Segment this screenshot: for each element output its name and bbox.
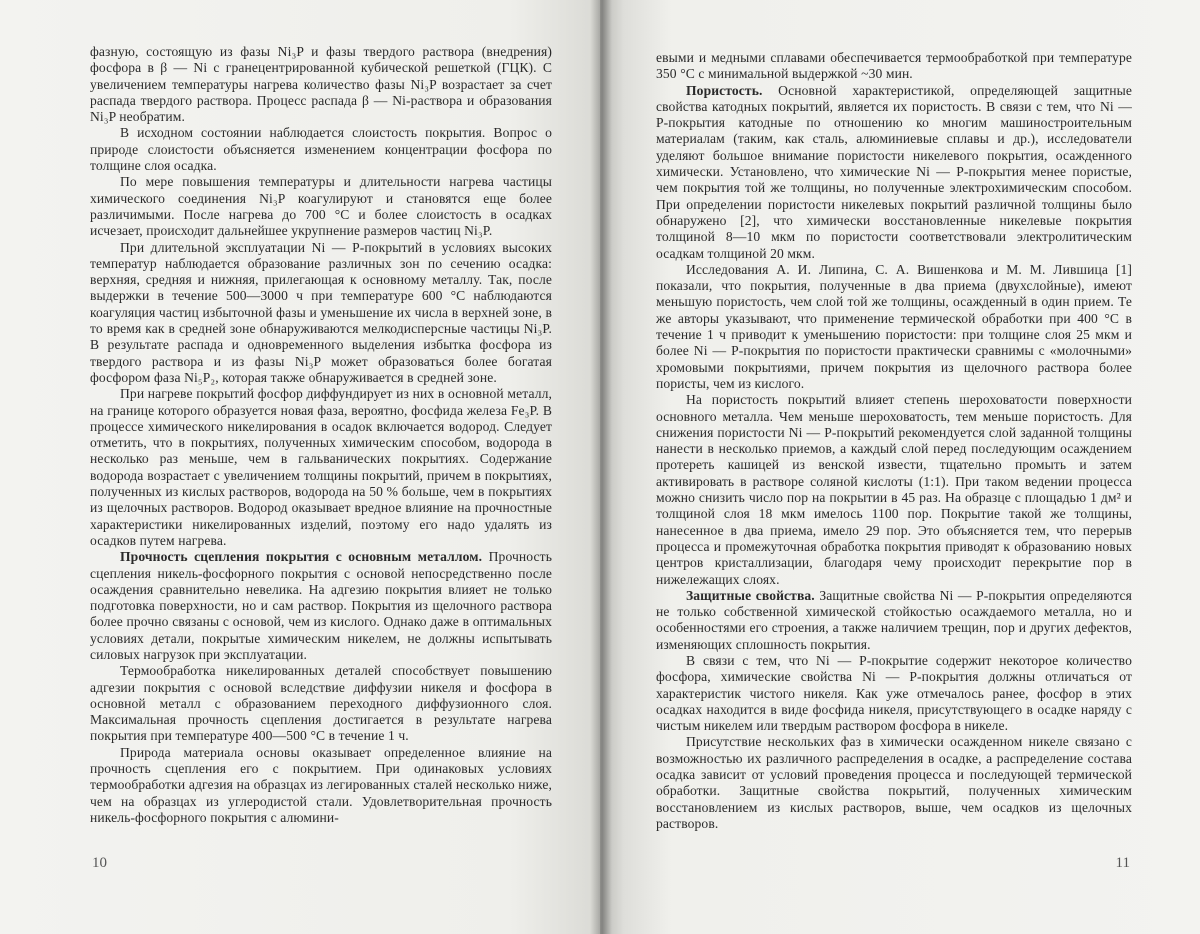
page-number: 11 bbox=[1115, 855, 1130, 871]
paragraph: По мере повышения температуры и длительности нагрева частицы химического соединения Ni₃P коагулируют и становятся еще более различимыми. После нагрева до 700 °С и более слоистость в осадках исчезает, происходит дальнейшее укрупнение размеров частиц Ni₃P. bbox=[90, 174, 552, 239]
paragraph-body: Прочность сцепления никель-фосфорного покрытия с основой непосредственно после осаждения сравнительно невелика. На адгезию покрытия влияет не только подготовка поверхности, но и сам раствор. Покрытия из щелочного раствора более прочно связаны с основой, чем из кислого. Однако даже в оптимальных условиях детали, покрытые химическим никелем, не должны испытывать силовых нагрузок при эксплуатации. bbox=[90, 549, 553, 662]
left-page-text bbox=[90, 44, 552, 826]
paragraph: фазную, состоящую из фазы Ni₃P и фазы твердого раствора (внедрения) фосфора в β — Ni с гранецентрированной кубической решеткой (ГЦК). С увеличением температуры нагрева количество фазы Ni₃P возрастает за счет распада твердого раствора. Процесс распада β — Ni-раствора и образования Ni₃P необратим. bbox=[90, 44, 552, 125]
paragraph-porosity bbox=[656, 83, 1132, 262]
paragraph: евыми и медными сплавами обеспечивается термообработкой при температуре 350 °С с минимальной выдержкой ~30 мин. bbox=[656, 50, 1132, 82]
paragraph: В исходном состоянии наблюдается слоистость покрытия. Вопрос о природе слоистости объясняется изменением концентрации фосфора по толщине слоя осадка. bbox=[90, 125, 552, 174]
paragraph-body: Основной характеристикой, определяющей защитные свойства катодных покрытий, является их пористость. В связи с тем, что Ni — P-покрытия катодные по отношению ко многим машиностроительным материалам (таким, как сталь, алюминиевые сплавы и др.), исследователи уделяют большое внимание пористости никелевого покрытия, осажденного химически. Установлено, что химические Ni — P-покрытия менее пористые, чем покрытия той же толщины, но полученные электрохимическим способом. При определении пористости никелевых покрытий различной толщины было обнаружено [2], что химически восстановленные никелевые покрытия толщиной 8—10 мкм по пористости соответствовали электролитическим осадкам толщиной 20 мкм. bbox=[656, 82, 1132, 261]
paragraph-protective bbox=[656, 588, 1132, 653]
paragraph: Природа материала основы оказывает определенное влияние на прочность сцепления его с покрытием. При одинаковых условиях термообработки адгезия на образцах из легированных сталей несколько ниже, чем на образцах из углеродистой стали. Удовлетворительная прочность никель-фосфорного покрытия с алюмини- bbox=[90, 744, 552, 825]
book-gutter-shadow bbox=[590, 0, 612, 934]
section-heading-adhesion: Прочность сцепления покрытия с основным металлом. bbox=[120, 549, 483, 565]
right-page bbox=[600, 0, 1200, 934]
paragraph: Исследования А. И. Липина, С. А. Вишенкова и М. М. Лившица [1] показали, что покрытия, полученные в два приема (двухслойные), имеют меньшую пористость, чем слой той же толщины, осажденный в один прием. Те же авторы указывают, что применение термической обработки при 400 °С в течение 1 ч приводит к уменьшению пористости: при толщине слоя 25 мкм и более Ni — P-покрытия по пористости практически сравнимы с «молочными» хромовыми покрытиями, причем покрытия из щелочного раствора более пористы, чем из кислого. bbox=[656, 261, 1132, 391]
paragraph: Присутствие нескольких фаз в химически осажденном никеле связано с возможностью их различного распределения в осадке, а распределение состава осадка зависит от условий проведения процесса и последующей термической обработки. Защитные свойства покрытий, полученных химическим восстановлением из кислых растворов, выше, чем осадков из щелочных растворов. bbox=[656, 734, 1132, 831]
paragraph: В связи с тем, что Ni — P-покрытие содержит некоторое количество фосфора, химические свойства Ni — P-покрытия должны отличаться от характеристик чистого никеля. Как уже отмечалось ранее, фосфор в этих осадках находится в виде фосфида никеля, присутствующего в осадке наряду с чистым никелем или твердым раствором фосфора в никеле. bbox=[656, 652, 1132, 734]
paragraph-adhesion bbox=[90, 549, 552, 663]
paragraph: При нагреве покрытий фосфор диффундирует из них в основной металл, на границе которого образуется новая фаза, вероятно, фосфида железа Fe₃P. В процессе химического никелирования в осадок включается водород. Следует отметить, что в покрытиях, полученных химическим способом, водорода в несколько раз меньше, чем в гальванических покрытиях. Содержание водорода возрастает с увеличением толщины покрытий, причем в покрытиях, полученных из кислых растворов, водорода на 50 % больше, чем в покрытиях из щелочных растворов. Водород оказывает вредное влияние на прочностные характеристики никелированных изделий, поэтому его надо удалять из осадков путем нагрева. bbox=[90, 386, 552, 548]
paragraph-body: Защитные свойства Ni — P-покрытия определяются не только собственной химической стойкостью осаждаемого металла, но и особенностями его строения, а также наличием трещин, пор и других дефектов, изменяющих сплошность покрытия. bbox=[656, 587, 1133, 652]
paragraph: На пористость покрытий влияет степень шероховатости поверхности основного металла. Чем меньше шероховатость, тем меньше пористость. Для снижения пористости Ni — P-покрытий рекомендуется слой заданной толщины нанести в несколько приемов, а каждый слой перед последующим осаждением протереть кашицей из венской извести, тщательно промыть и затем активировать в растворе соляной кислоты (1:1). При таком ведении процесса можно снизить число пор на покрытии в 45 раз. На образце с площадью 1 дм² и толщиной слоя 18 мкм имелось 1100 пор. Покрытие такой же толщины, нанесенное в два приема, имело 29 пор. Это объясняется тем, что перерыв процесса и промежуточная обработка покрытия приводят к образованию новых центров кристаллизации, благодаря чему происходит перекрытие пор в нижележащих слоях. bbox=[656, 392, 1132, 587]
page-number: 10 bbox=[92, 855, 107, 871]
paragraph: Термообработка никелированных деталей способствует повышению адгезии покрытия с основой вследствие диффузии никеля и фосфора в основной металл с образованием переходного диффузионного слоя. Максимальная прочность сцепления достигается в результате нагрева покрытия при температуре 400—500 °С в течение 1 ч. bbox=[90, 663, 552, 744]
section-heading-protective: Защитные свойства. bbox=[686, 587, 815, 603]
right-page-text bbox=[656, 50, 1132, 832]
section-heading-porosity: Пористость. bbox=[686, 82, 763, 98]
paragraph: При длительной эксплуатации Ni — P-покрытий в условиях высоких температур наблюдается образование различных зон по сечению осадка: верхняя, средняя и нижняя, прилегающая к основному металлу. Так, после выдержки в течение 500—3000 ч при температуре 600 °С наблюдаются коагуляция частиц избыточной фазы и уменьшение их числа в верхней зоне, в то время как в средней зоне обнаруживаются мелкодисперсные частицы Ni₃P. В результате распада и одновременного выделения избытка фосфора из твердого раствора и из фазы Ni₃P может образоваться более богатая фосфором фаза Ni₅P₂, которая также обнаруживается в средней зоне. bbox=[90, 239, 552, 385]
